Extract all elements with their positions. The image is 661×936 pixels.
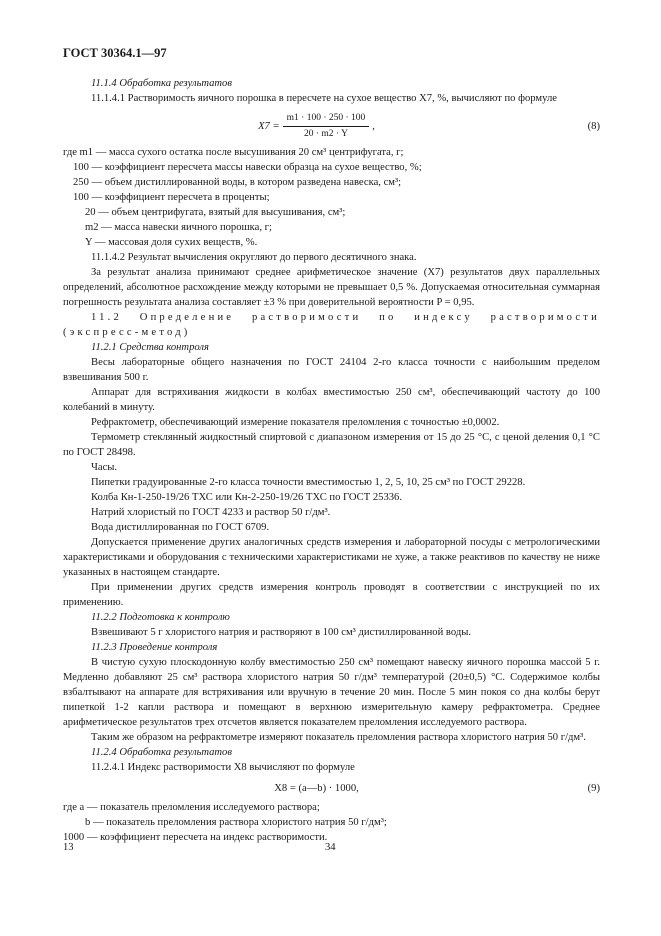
equipment-item: Рефрактометр, обеспечивающий измерение показателя преломления с точностью ±0,0002. — [91, 417, 500, 428]
equipment-item: Вода дистиллированная по ГОСТ 6709. — [91, 522, 270, 533]
section-11-2-4-1-text: 11.2.4.1 Индекс растворимости X8 вычисляют по формуле — [91, 762, 355, 773]
formula-9-expression: X8 = (a—b) · 1000, — [274, 783, 359, 794]
section-11-2-2-title: 11.2.2 Подготовка к контролю — [91, 612, 230, 623]
equipment-item: Колба Кн-1-250-19/26 ТХС или Кн-2-250-19/26 ТХС по ГОСТ 25336. — [91, 492, 403, 503]
definition-item: 250 — объем дистиллированной воды, в котором разведена навеска, см³; — [73, 177, 402, 188]
section-11-2-1-title: 11.2.1 Средства контроля — [91, 342, 209, 353]
section-11-2-2-text: Взвешивают 5 г хлористого натрия и растворяют в 100 см³ дистиллированной воды. — [91, 627, 471, 638]
section-11-2-3-title: 11.2.3 Проведение контроля — [91, 642, 218, 653]
definition-item: где m1 — масса сухого остатка после высушивания 20 см³ центрифугата, г; — [63, 147, 404, 158]
page-content — [63, 76, 600, 845]
equipment-item: Термометр стеклянный жидкостный спиртовой с диапазоном измерения от 15 до 25 °С, с ценой деления 0,1 °С по ГОСТ 28498. — [63, 432, 600, 458]
definition-item: 20 — объем центрифугата, взятый для высушивания, см³; — [85, 207, 346, 218]
section-11-2-title: 11.2 Определение растворимости по индексу растворимости (экспресс-метод) — [63, 312, 600, 338]
formula-8 — [63, 112, 600, 141]
section-11-2-4-title: 11.2.4 Обработка результатов — [91, 747, 232, 758]
formula-8-denominator: 20 · m2 · Y — [303, 129, 348, 139]
section-11-2-3-paragraph-1: В чистую сухую плоскодонную колбу вместимостью 250 см³ помещают навеску яичного порошка массой 5 г. Медленно добавляют 25 см³ раствора хлористого натрия 50 г/дм³ температурой (20±0,5) °С. Содержимое колбы взбалтывают на аппарате для встряхивания или вручную в течение 20 мин. После 5 мин покоя со дна колбы берут пипеткой 1-2 капли раствора и помещают в верхнюю измерительную камеру рефрактометра. Среднее арифметическое результатов трех отсчетов является показателем преломления исследуемого раствора. — [63, 657, 600, 728]
formula-8-suffix: , — [372, 121, 375, 132]
footer-left-number: 13 — [63, 842, 74, 853]
section-11-2-3-paragraph-2: Таким же образом на рефрактометре измеряют показатель преломления раствора хлористого натрия 50 г/дм³. — [91, 732, 586, 743]
equipment-item: Пипетки градуированные 2-го класса точности вместимостью 1, 2, 5, 10, 25 см³ по ГОСТ 29228. — [91, 477, 526, 488]
section-11-1-4-title: 11.1.4 Обработка результатов — [91, 78, 232, 89]
equipment-item: Часы. — [91, 462, 118, 473]
formula-8-number: (8) — [587, 121, 600, 132]
equipment-item: Натрий хлористый по ГОСТ 4233 и раствор 50 г/дм³. — [91, 507, 331, 518]
definition-item: b — показатель преломления раствора хлористого натрия 50 г/дм³; — [85, 817, 387, 828]
page-number: 34 — [325, 842, 336, 853]
equipment-item: Аппарат для встряхивания жидкости в колбах вместимостью 250 см³, обеспечивающий частоту до 100 колебаний в минуту. — [63, 387, 600, 413]
formula-9-definitions — [63, 800, 600, 845]
section-11-1-4-2-text: 11.1.4.2 Результат вычисления округляют до первого десятичного знака. — [91, 252, 417, 263]
formula-8-lhs: X7 = — [258, 121, 280, 132]
result-paragraph: За результат анализа принимают среднее арифметическое значение (X7) результатов двух параллельных определений, абсолютное расхождение между которыми не превышает 0,5 %. Допускаемая относительная суммарная погрешность результата анализа составляет ±3 % при доверительной вероятности P = 0,95. — [63, 267, 600, 308]
standard-header: ГОСТ 30364.1—97 — [63, 46, 167, 60]
definition-item: 1000 — коэффициент пересчета на индекс растворимости. — [63, 832, 328, 843]
equipment-item: При применении других средств измерения контроль проводят в соответствии с инструкцией по их применению. — [63, 582, 600, 608]
definition-item: 100 — коэффициент пересчета массы навески образца на сухое вещество, %; — [73, 162, 422, 173]
definition-item: 100 — коэффициент пересчета в проценты; — [73, 192, 270, 203]
formula-9-number: (9) — [587, 783, 600, 794]
formula-8-definitions — [63, 145, 600, 250]
definition-item: где a — показатель преломления исследуемого раствора; — [63, 802, 320, 813]
definition-item: Y — массовая доля сухих веществ, %. — [85, 237, 258, 248]
formula-8-fraction — [283, 112, 370, 141]
section-11-1-4-1-text: 11.1.4.1 Растворимость яичного порошка в пересчете на сухое вещество X7, %, вычисляют по формуле — [91, 93, 557, 104]
equipment-item: Весы лабораторные общего назначения по ГОСТ 24104 2-го класса точности с наибольшим пределом взвешивания 500 г. — [63, 357, 600, 383]
formula-9 — [63, 781, 600, 796]
equipment-item: Допускается применение других аналогичных средств измерения и лабораторной посуды с метрологическими характеристиками и оборудования с техническими характеристиками не хуже, а также реактивов по качеству не ниже указанных в настоящем стандарте. — [63, 537, 600, 578]
formula-8-numerator: m1 · 100 · 250 · 100 — [283, 112, 370, 127]
definition-item: m2 — масса навески яичного порошка, г; — [85, 222, 272, 233]
